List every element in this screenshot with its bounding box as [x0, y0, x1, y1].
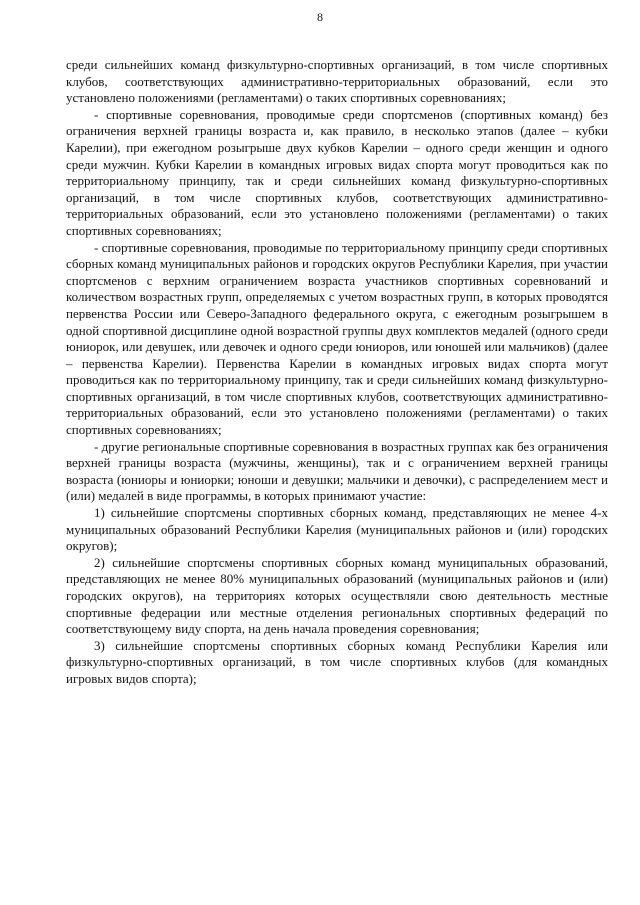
paragraph-championships: - спортивные соревнования, проводимые по территориальному принципу среди спортивных сборных команд муниципальных районов и городских округов Республики Карелия, при участии спортсменов с верхним ограничением возраста участников спортивных соревнований и количеством возрастных групп, определяемых с учетом возрастных групп, в которых проводятся первенства России или Северо-Западного федерального округа, с ежегодным розыгрышем в одной спортивной дисциплине одной возрастной группы двух комплектов медалей (одного среди юниорок, или девушек, или девочек и одного среди юниоров, или юношей или мальчиков) (далее – первенства Карелии). Первенства Карелии в командных игровых видах спорта могут проводиться как по территориальному принципу, так и среди сильнейших команд физкультурно-спортивных организаций, в том числе спортивных клубов, соответствующих административно-территориальных образований, если это установлено положениями (регламентами) о таких спортивных соревнованиях;: [66, 239, 608, 438]
page-number: 8: [317, 10, 323, 24]
paragraph-cups: - спортивные соревнования, проводимые среди спортсменов (спортивных команд) без ограничения верхней границы возраста и, как правило, в несколько этапов (далее – кубки Карелии), при ежегодном розыгрыше двух кубков Карелии – одного среди женщин и одного среди мужчин. Кубки Карелии в командных игровых видах спорта могут проводиться как по территориальному принципу, так и среди сильнейших команд физкультурно-спортивных организаций, в том числе спортивных клубов, соответствующих административно-территориальных образований, если это установлено положениями (регламентами) о таких спортивных соревнованиях;: [66, 106, 608, 238]
paragraph-other-competitions: - другие региональные спортивные соревнования в возрастных группах как без ограничения верхней границы возраста (мужчины, женщины), так и с ограничением верхней границы возраста (юниоры и юниорки; юноши и девушки; мальчики и девочки), с распределением мест и (или) медалей в виде программы, в которых принимают участие:: [66, 438, 608, 504]
list-item-2: 2) сильнейшие спортсмены спортивных сборных команд муниципальных образований, представляющих не менее 80% муниципальных образований (муниципальных районов и (или) городских округов), на территориях которых осуществляли свою деятельность местные спортивные федерации или местные отделения региональных спортивных федераций по соответствующему виду спорта, на день начала проведения соревнования;: [66, 554, 608, 637]
list-item-3: 3) сильнейшие спортсмены спортивных сборных команд Республики Карелия или физкультурно-спортивных организаций, в том числе спортивных клубов (для командных игровых видов спорта);: [66, 637, 608, 686]
list-item-1: 1) сильнейшие спортсмены спортивных сборных команд, представляющих не менее 4-х муниципальных образований Республики Карелия (муниципальных районов и (или) городских округов);: [66, 505, 608, 554]
document-body: [66, 57, 608, 688]
paragraph-continuation: среди сильнейших команд физкультурно-спортивных организаций, в том числе спортивных клубов, соответствующих административно-территориальных образований, если это установлено положениями (регламентами) о таких спортивных соревнованиях;: [66, 57, 608, 106]
